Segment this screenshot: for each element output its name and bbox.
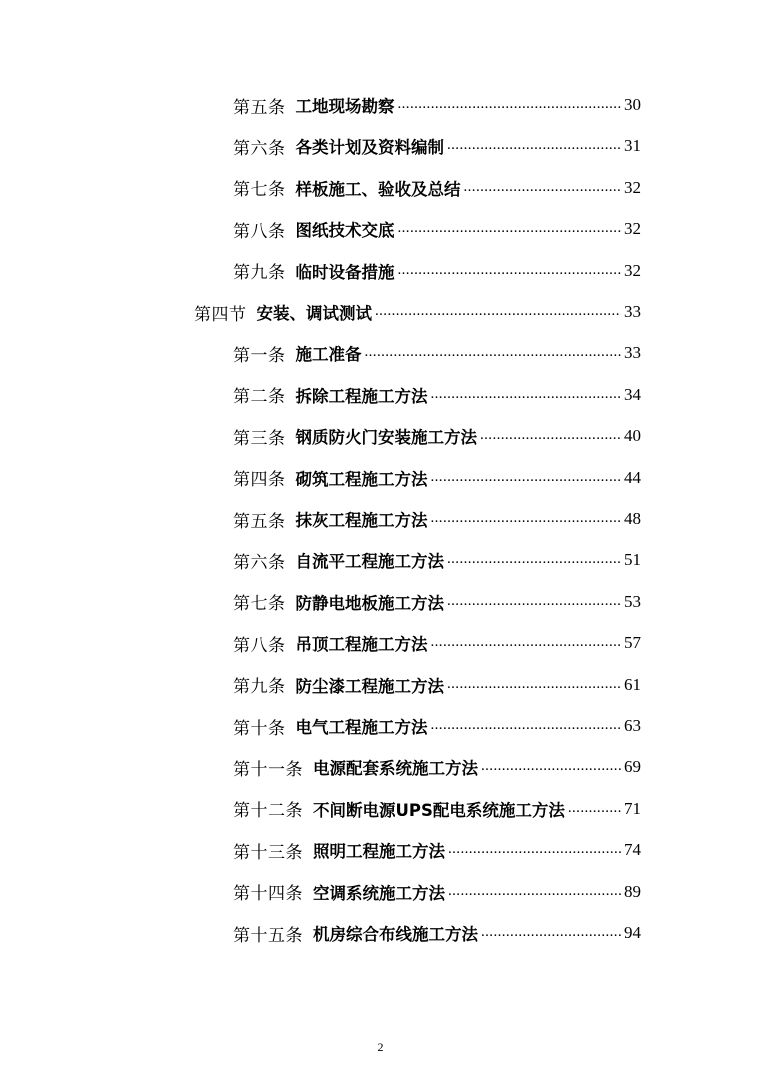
toc-entry-title: 施工准备 (295, 345, 362, 365)
toc-entry-title: 自流平工程施工方法 (295, 552, 444, 572)
toc-entry-number: 第十五条 (233, 925, 303, 946)
toc-entry[interactable] (233, 338, 641, 368)
toc-entry[interactable] (233, 463, 641, 493)
toc-entry-title: 安装、调试测试 (256, 304, 372, 323)
toc-entry-number: 第三条 (233, 428, 286, 449)
toc-entry-page: 33 (624, 343, 641, 363)
toc-entry-number: 第六条 (233, 552, 286, 573)
toc-entry[interactable] (233, 877, 641, 907)
toc-entry-title: 砌筑工程施工方法 (295, 469, 428, 489)
toc-dot-leader (480, 426, 621, 446)
toc-entry-number: 第八条 (233, 221, 286, 242)
toc-entry-title: 样板施工、验收及总结 (295, 179, 461, 199)
toc-entry-title: 工地现场勘察 (295, 97, 395, 116)
toc-entry-title: 空调系统施工方法 (313, 883, 445, 903)
toc-entry-title: 防尘漆工程施工方法 (295, 676, 444, 696)
toc-entry-title: 图纸技术交底 (295, 221, 395, 241)
toc-dot-leader (447, 136, 621, 156)
toc-entry-number: 第十三条 (233, 842, 303, 863)
toc-entry-title: 电气工程施工方法 (295, 718, 428, 737)
toc-entry[interactable] (233, 711, 641, 741)
toc-entry-number: 第四节 (194, 304, 247, 325)
toc-dot-leader (431, 633, 622, 653)
toc-dot-leader (431, 509, 622, 529)
toc-entry[interactable] (233, 421, 641, 451)
toc-entry-page: 40 (624, 426, 641, 446)
page-number: 2 (377, 1040, 384, 1054)
toc-entry-number: 第十条 (233, 718, 286, 739)
toc-entry-page: 74 (624, 840, 641, 860)
toc-dot-leader (398, 261, 622, 281)
toc-entry-number: 第四条 (233, 470, 286, 491)
toc-entry-title: 吊顶工程施工方法 (295, 635, 428, 655)
toc-entry-number: 第五条 (233, 97, 286, 118)
toc-dot-leader (481, 923, 621, 943)
toc-entry-page: 32 (624, 219, 641, 239)
toc-dot-leader (447, 675, 621, 695)
toc-entry-number: 第十一条 (233, 759, 303, 780)
toc-entry[interactable] (233, 256, 641, 286)
toc-entry-title: 临时设备措施 (295, 262, 395, 282)
toc-entry-number: 第十四条 (233, 884, 303, 905)
toc-entry-number: 第七条 (233, 180, 286, 201)
toc-entry[interactable] (233, 380, 641, 410)
toc-entry-page: 69 (624, 757, 641, 777)
toc-entry[interactable] (233, 545, 641, 575)
toc-entry-page: 71 (624, 798, 641, 818)
toc-entry-number: 第八条 (233, 635, 286, 656)
toc-entry-page: 48 (624, 509, 641, 528)
toc-entry-number: 第二条 (233, 387, 286, 408)
toc-entry-number: 第九条 (233, 263, 286, 284)
toc-entry-number: 第六条 (233, 138, 286, 159)
toc-entry-page: 32 (624, 260, 641, 280)
toc-entry[interactable] (233, 173, 641, 203)
toc-dot-leader (431, 716, 622, 736)
toc-dot-leader (568, 799, 621, 819)
toc-entry[interactable] (233, 131, 641, 161)
toc-entry[interactable] (233, 628, 641, 658)
toc-entry[interactable] (233, 214, 641, 244)
toc-entry[interactable] (233, 587, 641, 617)
toc-entry-page: 57 (624, 633, 641, 653)
toc-entry-page: 94 (624, 923, 641, 942)
toc-entry-page: 61 (624, 674, 641, 694)
toc-entry-page: 51 (624, 550, 641, 570)
toc-entry-page: 53 (624, 591, 641, 611)
toc-entry-page: 34 (624, 384, 641, 404)
toc-entry-title: 钢质防火门安装施工方法 (295, 428, 477, 448)
toc-entry-title: 电源配套系统施工方法 (313, 759, 478, 779)
toc-entry-number: 第一条 (233, 345, 286, 366)
toc-entry-page: 33 (624, 302, 641, 321)
toc-entry-number: 第十二条 (233, 801, 303, 822)
toc-dot-leader (431, 468, 622, 488)
toc-entry-title: 机房综合布线施工方法 (313, 925, 478, 944)
toc-dot-leader (481, 757, 621, 777)
toc-entry-title: 不间断电源UPS配电系统施工方法 (313, 800, 565, 820)
toc-entry-page: 30 (624, 95, 641, 114)
toc-entry-page: 32 (624, 177, 641, 197)
toc-entry-page: 31 (624, 136, 641, 156)
toc-dot-leader (464, 178, 622, 198)
toc-entry[interactable] (233, 794, 641, 824)
toc-dot-leader (447, 550, 621, 570)
toc-dot-leader (431, 385, 622, 405)
toc-dot-leader (448, 882, 621, 902)
toc-entry[interactable] (233, 670, 641, 700)
toc-dot-leader (447, 592, 621, 612)
toc-dot-leader (375, 302, 621, 322)
toc-entry-number: 第五条 (233, 511, 286, 532)
toc-dot-leader (398, 219, 622, 239)
toc-entry[interactable] (233, 752, 641, 782)
toc-section-entry[interactable] (194, 297, 641, 327)
toc-dot-leader (448, 840, 621, 860)
toc-entry-title: 各类计划及资料编制 (295, 138, 444, 158)
toc-entry[interactable] (233, 90, 641, 120)
toc-entry-page: 44 (624, 467, 641, 487)
toc-entry[interactable] (233, 835, 641, 865)
toc-entry-page: 63 (624, 716, 641, 735)
toc-entry[interactable] (233, 504, 641, 534)
toc-entry-title: 抹灰工程施工方法 (295, 511, 428, 530)
toc-dot-leader (398, 95, 622, 115)
toc-entry-number: 第七条 (233, 594, 286, 615)
toc-entry-title: 拆除工程施工方法 (295, 386, 428, 406)
toc-entry-title: 照明工程施工方法 (313, 842, 445, 862)
toc-entry-title: 防静电地板施工方法 (295, 593, 444, 613)
toc-entry[interactable] (233, 918, 641, 948)
toc-entry-number: 第九条 (233, 677, 286, 698)
toc-dot-leader (365, 343, 622, 363)
toc-entry-page: 89 (624, 881, 641, 901)
